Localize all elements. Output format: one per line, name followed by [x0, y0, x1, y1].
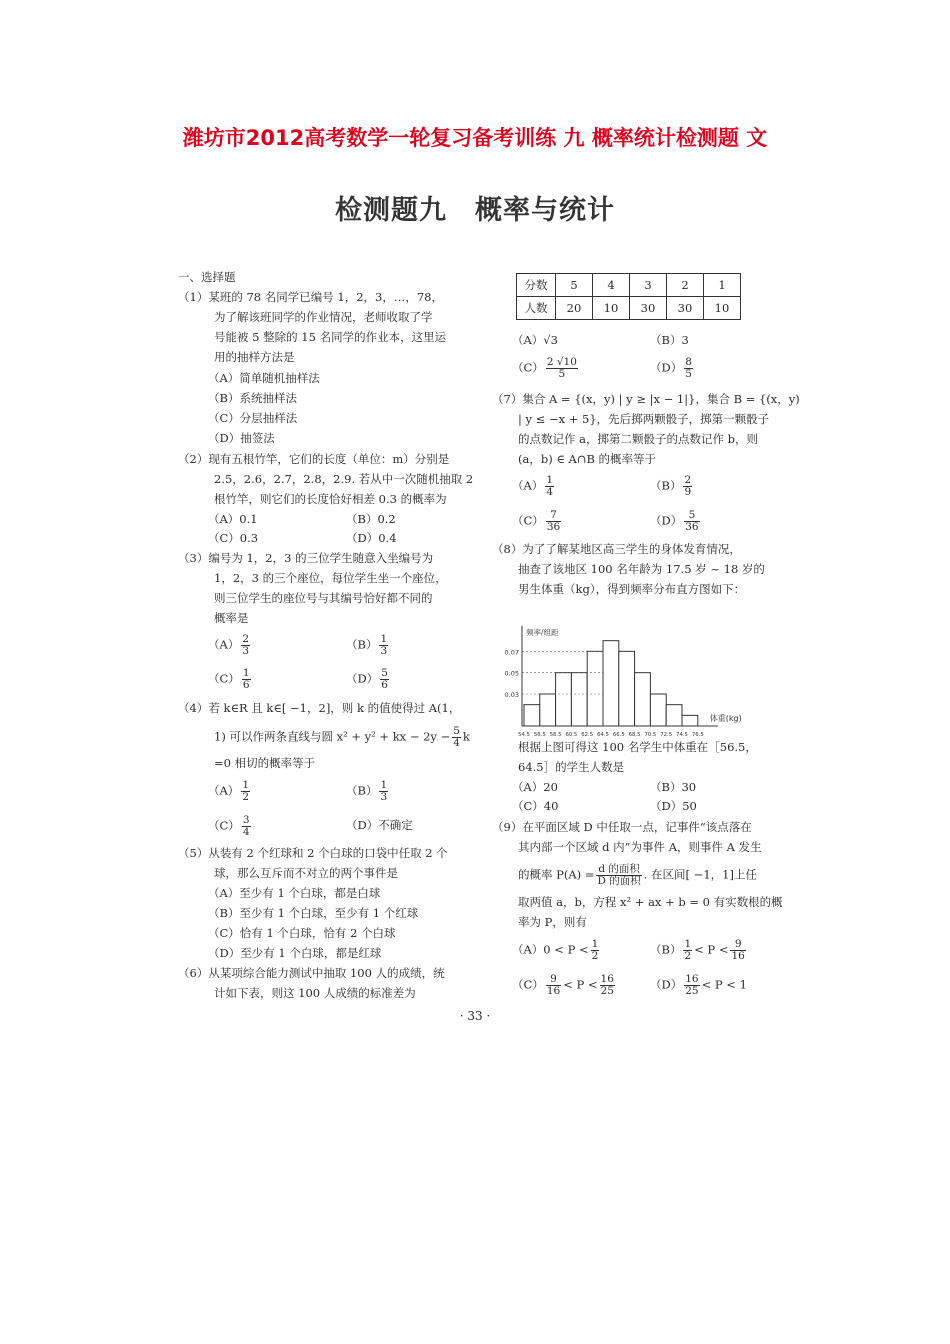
score-cell: 2	[667, 274, 704, 297]
score-table	[516, 273, 741, 320]
q7-option-b: （B） $\frac{2}{9}$	[650, 474, 692, 498]
q4-option-c: （C） $\frac{3}{4}$	[208, 814, 250, 838]
document-title: 潍坊市2012高考数学一轮复习备考训练 九 概率统计检测题 文	[182, 126, 768, 150]
q9-option-d: （D） $\frac{16}{25}$ < P < 1	[650, 973, 747, 997]
q2-option-c: （C）0.3	[208, 531, 259, 545]
q3-line-3: 则三位学生的座位号与其编号恰好都不同的	[214, 591, 433, 605]
score-cell: 1	[704, 274, 741, 297]
q3-option-a: （A） $\frac{2}{3}$	[208, 633, 249, 657]
q1-line-1: （1）某班的 78 名同学已编号 1，2，3，…，78，	[178, 290, 443, 304]
q2-option-a: （A）0.1	[208, 512, 258, 526]
x-tick-label: 70.5	[644, 732, 657, 738]
histogram-bar	[540, 694, 556, 726]
x-tick-label: 64.5	[597, 732, 609, 738]
q9-option-b: （B） $\frac{1}{2}$ < P < $\frac{9}{16}$	[650, 938, 745, 962]
q1-option-d: （D）抽签法	[208, 431, 275, 445]
q1-option-c: （C）分层抽样法	[208, 411, 298, 425]
q4-line-2: 1) 可以作两条直线与圆 x² + y² + kx − 2y − $\frac{5}{4}$ k	[214, 725, 470, 749]
histogram-bar	[524, 705, 540, 726]
q9-option-a: （A）0 < P < $\frac{1}{2}$	[512, 938, 599, 962]
q9-line-2: 其内部一个区域 d 内”为事件 A，则事件 A 发生	[518, 840, 762, 854]
q9-line-3: 的概率 P(A) = $\frac{\text{d 的面积}}{\text{D 的面积}}$ . 在区间[ −1，1]上任	[518, 863, 757, 887]
q2-option-d: （D）0.4	[346, 531, 397, 545]
histogram-bar	[603, 641, 619, 726]
x-tick-label: 72.5	[660, 732, 673, 738]
count-cell: 10	[593, 297, 630, 320]
histogram-bar	[682, 715, 698, 726]
y-tick-label: 0.07	[504, 648, 519, 657]
q1-option-a: （A）简单随机抽样法	[208, 371, 320, 385]
x-tick-label: 74.5	[676, 732, 688, 738]
q5-option-c: （C）恰有 1 个白球，恰有 2 个白球	[208, 926, 396, 940]
q3-line-2: 1，2，3 的三个座位，每位学生坐一个座位，	[214, 571, 447, 585]
q5-option-d: （D）至少有 1 个白球，都是红球	[208, 946, 382, 960]
histogram-bar	[556, 673, 572, 726]
q2-line-2: 2.5，2.6，2.7，2.8，2.9. 若从中一次随机抽取 2	[214, 472, 474, 486]
q1-line-3: 号能被 5 整除的 15 名同学的作业本，这里运	[214, 330, 447, 344]
q3-option-d: （D） $\frac{5}{6}$	[346, 667, 388, 691]
count-row-head: 人数	[517, 297, 556, 320]
score-cell: 4	[593, 274, 630, 297]
q8-option-c: （C）40	[512, 799, 559, 813]
count-cell: 30	[630, 297, 667, 320]
q5-line-1: （5）从装有 2 个红球和 2 个白球的口袋中任取 2 个	[178, 846, 448, 860]
q9-option-c: （C） $\frac{9}{16}$ < P < $\frac{16}{25}$	[512, 973, 614, 997]
frequency-histogram	[490, 622, 760, 744]
q9-line-5: 率为 P，则有	[518, 915, 587, 929]
q8-line-2: 抽查了该地区 100 名年龄为 17.5 岁 ~ 18 岁的	[518, 562, 765, 576]
x-tick-label: 56.5	[533, 732, 546, 738]
q6-option-c: （C） $\frac{2 √10}{5}$	[512, 356, 577, 380]
x-tick-label: 76.5	[691, 732, 704, 738]
q5-option-b: （B）至少有 1 个白球，至少有 1 个红球	[208, 906, 419, 920]
q8-after-line-1: 根据上图可得这 100 名学生中体重在［56.5，	[518, 740, 757, 754]
count-row	[517, 297, 741, 320]
x-tick-label: 60.5	[565, 732, 578, 738]
histogram-bar	[635, 673, 651, 726]
q8-option-d: （D）50	[650, 799, 697, 813]
y-axis-label: 频率/组距	[526, 628, 559, 637]
sheet-title: 检测题九 概率与统计	[335, 195, 615, 226]
q4-option-d: （D）不确定	[346, 818, 413, 832]
q1-option-b: （B）系统抽样法	[208, 391, 297, 405]
q9-line-4: 取两值 a，b，方程 x² + ax + b = 0 有实数根的概	[518, 895, 783, 909]
x-tick-label: 68.5	[628, 732, 641, 738]
q6-option-b: （B）3	[650, 333, 689, 347]
score-cell: 3	[630, 274, 667, 297]
x-tick-label: 54.5	[518, 732, 530, 738]
q3-line-4: 概率是	[214, 611, 249, 625]
histogram-bar	[587, 651, 603, 726]
q2-line-1: （2）现有五根竹竿，它们的长度（单位：m）分别是	[178, 452, 450, 466]
y-tick-label: 0.03	[504, 691, 519, 699]
histogram-bar	[650, 694, 666, 726]
q3-line-1: （3）编号为 1，2，3 的三位学生随意入坐编号为	[178, 551, 434, 565]
score-cell: 5	[556, 274, 593, 297]
q1-line-2: 为了解该班同学的作业情况，老师收取了学	[214, 310, 433, 324]
q7-option-c: （C） $\frac{7}{36}$	[512, 509, 561, 533]
q7-option-a: （A） $\frac{1}{4}$	[512, 474, 553, 498]
q3-option-c: （C） $\frac{1}{6}$	[208, 667, 250, 691]
count-cell: 10	[704, 297, 741, 320]
q4-option-a: （A） $\frac{1}{2}$	[208, 779, 249, 803]
count-cell: 20	[556, 297, 593, 320]
score-row	[517, 274, 741, 297]
q7-line-3: 的点数记作 a，掷第二颗骰子的点数记作 b，则	[518, 432, 759, 446]
histogram-bar	[571, 673, 587, 726]
q7-line-2: | y ≤ −x + 5}，先后掷两颗骰子，掷第一颗骰子	[518, 412, 770, 426]
q7-line-1: （7）集合 A = {(x，y) | y ≥ |x − 1|}，集合 B = {(x，y)	[492, 392, 800, 406]
count-cell: 30	[667, 297, 704, 320]
histogram-bar	[666, 705, 682, 726]
q2-line-3: 根竹竿，则它们的长度恰好相差 0.3 的概率为	[214, 492, 447, 506]
q4-option-b: （B） $\frac{1}{3}$	[346, 779, 388, 803]
q9-line-1: （9）在平面区域 D 中任取一点，记事件“该点落在	[492, 820, 752, 834]
histogram-bar	[619, 651, 635, 726]
q4-line-1: （4）若 k∈R 且 k∈[ −1，2]，则 k 的值使得过 A(1，	[178, 701, 461, 715]
q6-option-d: （D） $\frac{8}{5}$	[650, 356, 692, 380]
q5-line-2: 球，那么互斥而不对立的两个事件是	[214, 866, 398, 880]
q6-line-2: 计如下表，则这 100 人成绩的标准差为	[214, 986, 416, 1000]
q1-line-4: 用的抽样方法是	[214, 350, 295, 364]
q7-line-4: (a，b) ∈ A∩B 的概率等于	[518, 452, 657, 466]
q5-option-a: （A）至少有 1 个白球，都是白球	[208, 886, 381, 900]
section-heading: 一、选择题	[178, 270, 236, 284]
q6-option-a: （A）√3	[512, 333, 558, 347]
y-tick-label: 0.05	[504, 669, 519, 678]
q8-line-1: （8）为了了解某地区高三学生的身体发育情况，	[492, 542, 741, 556]
q2-option-b: （B）0.2	[346, 512, 396, 526]
q8-option-b: （B）30	[650, 780, 697, 794]
x-tick-label: 66.5	[612, 732, 625, 738]
q3-option-b: （B） $\frac{1}{3}$	[346, 633, 388, 657]
q8-after-line-2: 64.5］的学生人数是	[518, 760, 625, 774]
x-tick-label: 58.5	[549, 732, 562, 738]
q7-option-d: （D） $\frac{5}{36}$	[650, 509, 699, 533]
q8-line-3: 男生体重（kg），得到频率分布直方图如下：	[518, 582, 746, 596]
x-tick-label: 62.5	[581, 732, 594, 738]
page-number: · 33 ·	[459, 1009, 491, 1023]
q6-line-1: （6）从某项综合能力测试中抽取 100 人的成绩，统	[178, 966, 445, 980]
q4-line-3: =0 相切的概率等于	[214, 756, 316, 770]
score-row-head: 分数	[517, 274, 556, 297]
x-axis-label: 体重(kg)	[709, 714, 742, 723]
q8-option-a: （A）20	[512, 780, 558, 794]
